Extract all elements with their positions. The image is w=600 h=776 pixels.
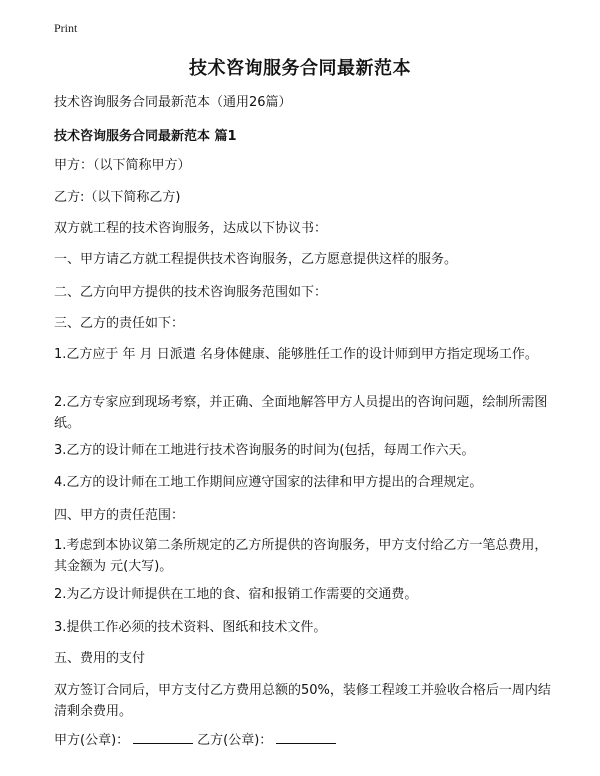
section-heading: 技术咨询服务合同最新范本 篇1 [54,129,237,144]
intro-paragraph: 双方就工程的技术咨询服务，达成以下协议书： [54,221,328,236]
subtitle: 技术咨询服务合同最新范本（通用26篇） [54,95,292,110]
clause-4-item-3: 3.提供工作必须的技术资料、图纸和技术文件。 [54,620,327,635]
clause-4: 四、甲方的责任范围： [54,508,185,523]
clause-1: 一、甲方请乙方就工程提供技术咨询服务，乙方愿意提供这样的服务。 [54,252,458,267]
clause-3-item-1: 1.乙方应于 年 月 日派遣 名身体健康、能够胜任工作的设计师到甲方指定现场工作。 [54,347,538,362]
clause-3-item-4: 4.乙方的设计师在工地工作期间应遵守国家的法律和甲方提出的合理规定。 [54,475,483,490]
clause-4-item-1: 1.考虑到本协议第二条所规定的乙方所提供的咨询服务，甲方支付给乙方一笔总费用，其金额为 元(大写)。 [54,538,548,574]
document-title: 技术咨询服务合同最新范本 [189,58,411,79]
clause-3-item-2: 2.乙方专家应到现场考察，并正确、全面地解答甲方人员提出的咨询问题，绘制所需图纸。 [54,395,548,431]
clause-3-item-3: 3.乙方的设计师在工地进行技术咨询服务的时间为(包括，每周工作六天。 [54,443,475,458]
party-a: 甲方：（以下简称甲方） [54,158,191,173]
party-a-seal-blank [133,729,193,744]
party-b-seal-blank [276,729,336,744]
party-b: 乙方:（以下简称乙方) [54,190,181,205]
party-a-seal-label: 甲方(公章)： [54,733,130,748]
clause-3: 三、乙方的责任如下： [54,316,185,331]
clause-2: 二、乙方向甲方提供的技术咨询服务范围如下： [54,285,328,300]
print-label[interactable]: Print [54,21,78,35]
signature-row [54,729,554,751]
clause-5: 五、费用的支付 [54,651,146,666]
party-b-seal-label: 乙方(公章)： [197,733,273,748]
payment-paragraph: 双方签订合同后，甲方支付乙方费用总额的50%，装修工程竣工并验收合格后一周内结清剩余费用。 [54,683,551,719]
clause-4-item-2: 2.为乙方设计师提供在工地的食、宿和报销工作需要的交通费。 [54,587,418,602]
